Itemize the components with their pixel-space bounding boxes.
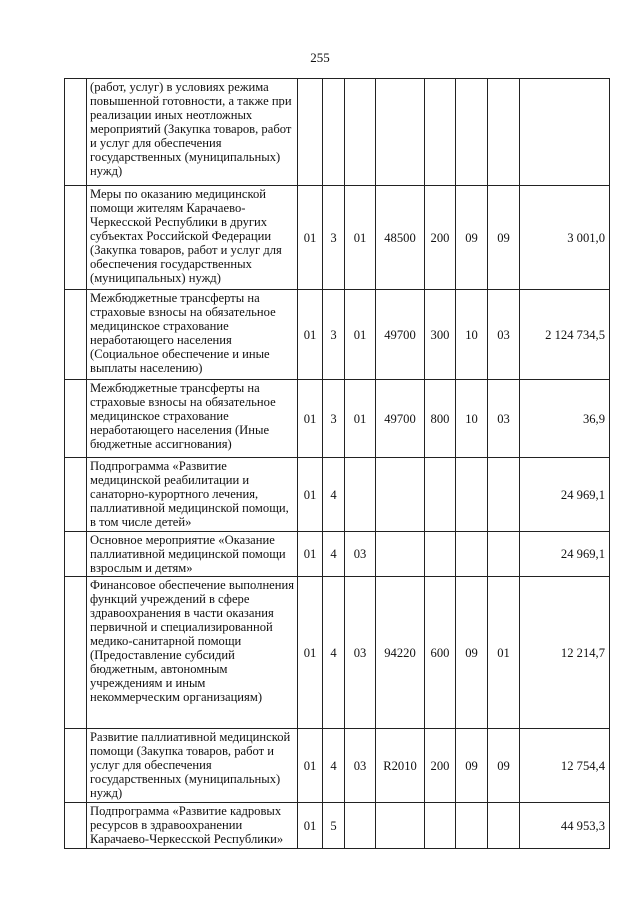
description-cell: Меры по оказанию медицинской помощи жителям Карачаево-Черкесской Республики в других субъектах Российской Федерации (Закупка товаров, работ и услуг для обеспечения государственных (муниципальных) нужд): [87, 186, 298, 290]
program-code-cell: 01: [298, 290, 323, 380]
table-row: [65, 803, 610, 849]
subsection-cell: [488, 803, 520, 849]
description-cell: Финансовое обеспечение выполнения функций учреждений в сфере здравоохранения в части оказания первичной и специализированной медико-санитарной помощи (Предоставление субсидий бюджетным, автономным учреждениям и иным некоммерческим организациям): [87, 577, 298, 729]
table-row: [65, 729, 610, 803]
expense-direction-cell: [376, 458, 425, 532]
amount-cell: 24 969,1: [520, 532, 610, 577]
section-cell: 09: [456, 729, 488, 803]
expense-direction-cell: 94220: [376, 577, 425, 729]
subprogram-code-cell: 3: [323, 186, 345, 290]
subsection-cell: [488, 532, 520, 577]
section-cell: 10: [456, 380, 488, 458]
row-number-cell: [65, 532, 87, 577]
subprogram-code-cell: 4: [323, 577, 345, 729]
subsection-cell: [488, 458, 520, 532]
row-number-cell: [65, 380, 87, 458]
expense-type-cell: 200: [425, 729, 456, 803]
expense-type-cell: 200: [425, 186, 456, 290]
table-row: [65, 380, 610, 458]
expense-direction-cell: [376, 532, 425, 577]
expense-direction-cell: [376, 79, 425, 186]
description-cell: (работ, услуг) в условиях режима повышенной готовности, а также при реализации иных неотложных мероприятий (Закупка товаров, работ и услуг для обеспечения государственных (муниципальных) нужд): [87, 79, 298, 186]
expense-type-cell: 600: [425, 577, 456, 729]
subprogram-code-cell: 4: [323, 458, 345, 532]
amount-cell: 44 953,3: [520, 803, 610, 849]
program-code-cell: 01: [298, 458, 323, 532]
program-code-cell: 01: [298, 729, 323, 803]
row-number-cell: [65, 803, 87, 849]
program-code-cell: [298, 79, 323, 186]
amount-cell: 24 969,1: [520, 458, 610, 532]
description-cell: Подпрограмма «Развитие медицинской реабилитации и санаторно-курортного лечения, паллиативной медицинской помощи, в том числе детей»: [87, 458, 298, 532]
row-number-cell: [65, 79, 87, 186]
table-row: [65, 577, 610, 729]
program-code-cell: 01: [298, 186, 323, 290]
section-cell: 10: [456, 290, 488, 380]
activity-code-cell: 03: [345, 729, 376, 803]
program-code-cell: 01: [298, 532, 323, 577]
amount-cell: [520, 79, 610, 186]
expense-direction-cell: R2010: [376, 729, 425, 803]
subsection-cell: 09: [488, 186, 520, 290]
amount-cell: 36,9: [520, 380, 610, 458]
subsection-cell: 09: [488, 729, 520, 803]
subprogram-code-cell: 3: [323, 380, 345, 458]
expense-direction-cell: 49700: [376, 290, 425, 380]
program-code-cell: 01: [298, 577, 323, 729]
activity-code-cell: 03: [345, 532, 376, 577]
program-code-cell: 01: [298, 803, 323, 849]
program-code-cell: 01: [298, 380, 323, 458]
subprogram-code-cell: 3: [323, 290, 345, 380]
section-cell: 09: [456, 186, 488, 290]
expense-direction-cell: [376, 803, 425, 849]
expense-type-cell: [425, 532, 456, 577]
row-number-cell: [65, 290, 87, 380]
description-cell: Развитие паллиативной медицинской помощи (Закупка товаров, работ и услуг для обеспечения государственных (муниципальных) нужд): [87, 729, 298, 803]
section-cell: 09: [456, 577, 488, 729]
row-number-cell: [65, 729, 87, 803]
amount-cell: 2 124 734,5: [520, 290, 610, 380]
subprogram-code-cell: 4: [323, 729, 345, 803]
activity-code-cell: 01: [345, 186, 376, 290]
amount-cell: 12 754,4: [520, 729, 610, 803]
table-body: [65, 79, 610, 849]
page-number: 255: [310, 50, 330, 65]
subsection-cell: 01: [488, 577, 520, 729]
expense-direction-cell: 49700: [376, 380, 425, 458]
description-cell: Подпрограмма «Развитие кадровых ресурсов в здравоохранении Карачаево-Черкесской Республики»: [87, 803, 298, 849]
activity-code-cell: 01: [345, 290, 376, 380]
subsection-cell: 03: [488, 380, 520, 458]
table-row: [65, 458, 610, 532]
budget-table: [64, 78, 610, 849]
activity-code-cell: 03: [345, 577, 376, 729]
table-row: [65, 186, 610, 290]
expense-type-cell: [425, 79, 456, 186]
activity-code-cell: [345, 79, 376, 186]
amount-cell: 3 001,0: [520, 186, 610, 290]
row-number-cell: [65, 186, 87, 290]
expense-type-cell: [425, 458, 456, 532]
expense-type-cell: [425, 803, 456, 849]
expense-direction-cell: 48500: [376, 186, 425, 290]
table-row: [65, 532, 610, 577]
subprogram-code-cell: 4: [323, 532, 345, 577]
expense-type-cell: 300: [425, 290, 456, 380]
table-row: [65, 79, 610, 186]
section-cell: [456, 79, 488, 186]
section-cell: [456, 803, 488, 849]
amount-cell: 12 214,7: [520, 577, 610, 729]
expense-type-cell: 800: [425, 380, 456, 458]
section-cell: [456, 532, 488, 577]
subprogram-code-cell: [323, 79, 345, 186]
description-cell: Межбюджетные трансферты на страховые взносы на обязательное медицинское страхование неработающего населения (Социальное обеспечение и иные выплаты населению): [87, 290, 298, 380]
activity-code-cell: [345, 458, 376, 532]
row-number-cell: [65, 577, 87, 729]
activity-code-cell: 01: [345, 380, 376, 458]
subprogram-code-cell: 5: [323, 803, 345, 849]
subsection-cell: [488, 79, 520, 186]
subsection-cell: 03: [488, 290, 520, 380]
row-number-cell: [65, 458, 87, 532]
section-cell: [456, 458, 488, 532]
table-row: [65, 290, 610, 380]
description-cell: Межбюджетные трансферты на страховые взносы на обязательное медицинское страхование неработающего населения (Иные бюджетные ассигнования): [87, 380, 298, 458]
activity-code-cell: [345, 803, 376, 849]
description-cell: Основное мероприятие «Оказание паллиативной медицинской помощи взрослым и детям»: [87, 532, 298, 577]
